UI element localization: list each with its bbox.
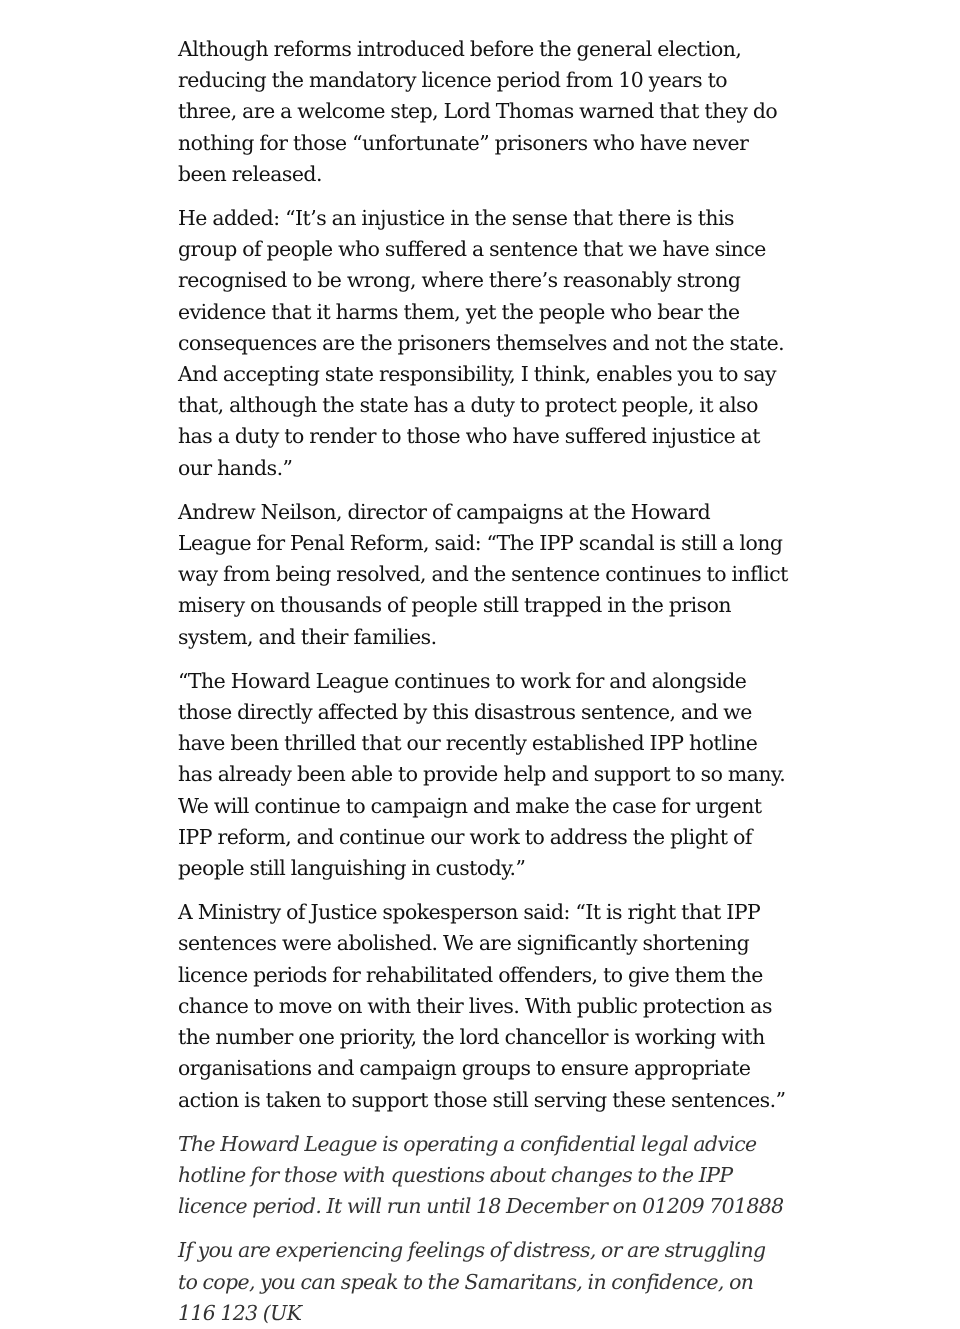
- note-samaritans: If you are experiencing feelings of distress, or are struggling to cope, you can speak to the Samaritans, in confidence, on 116 123 (UK: [178, 1238, 766, 1325]
- note-hotline: The Howard League is operating a confidential legal advice hotline for those with questions about changes to the IPP licence period. It will run until 18 December on 01209 701888: [178, 1131, 784, 1219]
- paragraph-andrew-neilson: Andrew Neilson, director of campaigns at the Howard League for Penal Reform, said: “The IPP scandal is still a long way from being resolved, and the sentence continues to inflict misery on thousands of people still trapped in the prison system, and their families.: [178, 499, 788, 649]
- paragraph-howard-league-quote: “The Howard League continues to work for and alongside those directly affected by this disastrous sentence, and we have been thrilled that our recently established IPP hotline has already been able to provide help and support to so many. We will continue to campaign and make the case for urgent IPP reform, and continue our work to address the plight of people still languishing in custody.”: [178, 668, 786, 881]
- paragraph-ministry-of-justice: A Ministry of Justice spokesperson said: “It is right that IPP sentences were abolished. We are significantly shortening licence periods for rehabilitated offenders, to give them the chance to move on with their lives. With public protection as the number one priority, the lord chancellor is working with organisations and campaign groups to ensure appropriate action is taken to support those still serving these sentences.”: [178, 900, 786, 1112]
- article-body: [178, 34, 788, 1325]
- paragraph-reforms: Although reforms introduced before the general election, reducing the mandatory licence period from 10 years to three, are a welcome step, Lord Thomas warned that they do nothing for those “unfortunate” prisoners who have never been released.: [178, 37, 778, 186]
- paragraph-lord-thomas-quote: He added: “It’s an injustice in the sense that there is this group of people who suffered a sentence that we have since recognised to be wrong, where there’s reasonably strong evidence that it harms them, yet the people who bear the consequences are the prisoners themselves and not the state. And accepting state responsibility, I think, enables you to say that, although the state has a duty to protect people, it also has a duty to render to those who have suffered injustice at our hands.”: [178, 206, 785, 480]
